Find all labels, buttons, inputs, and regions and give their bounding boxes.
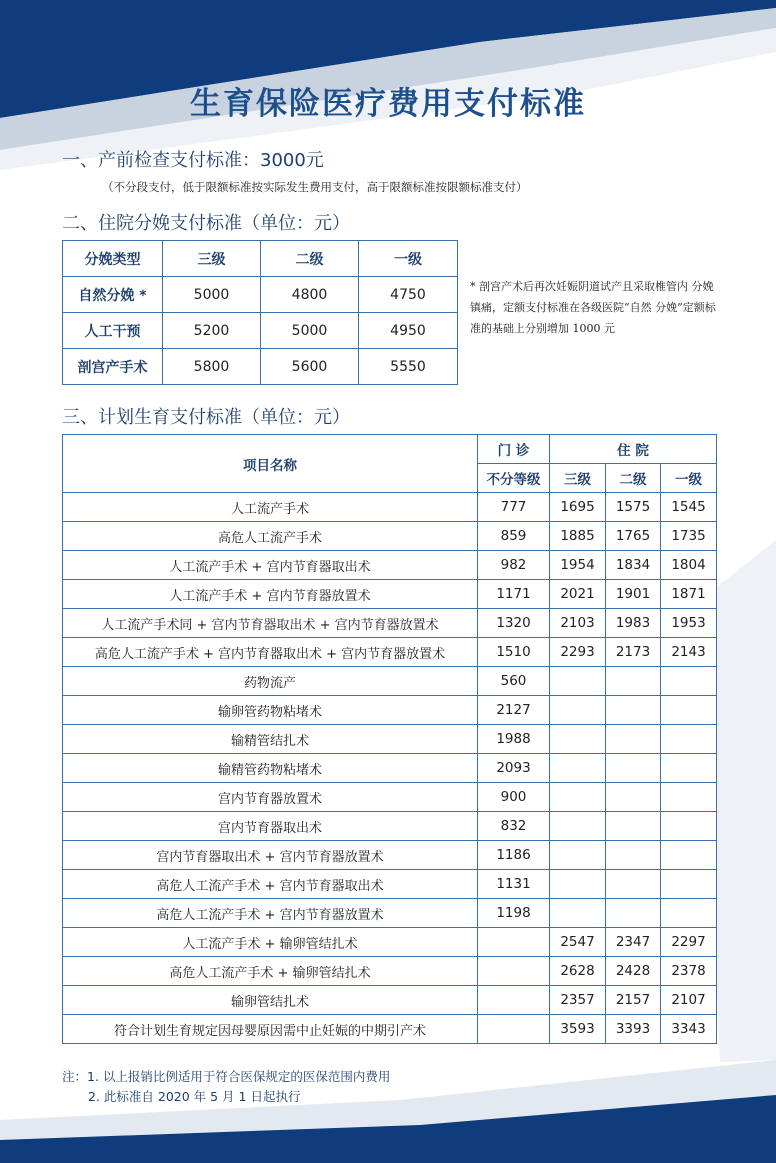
cell-level2 [606,812,661,841]
cell-level3: 2628 [550,957,606,986]
table-header-row [63,241,458,277]
cell-level1 [661,725,717,754]
table-row [63,986,717,1015]
cell-level1 [661,870,717,899]
cell-level2 [606,667,661,696]
item-name: 人工流产手术 [63,493,478,522]
footer-note-1: 注：1. 以上报销比例适用于符合医保规定的医保范围内费用 [62,1069,391,1084]
cell-level2: 2157 [606,986,661,1015]
cell-level2 [606,696,661,725]
cell-level2 [606,870,661,899]
cell-level1: 2378 [661,957,717,986]
header-delivery-type: 分娩类型 [63,241,163,277]
item-name: 药物流产 [63,667,478,696]
table-row [63,725,717,754]
table-row [63,841,717,870]
family-planning-table [62,434,717,1044]
cell-level1 [661,696,717,725]
cell-level2: 1901 [606,580,661,609]
table-row [63,1015,717,1044]
cell-level1: 2297 [661,928,717,957]
table-row [63,957,717,986]
item-name: 人工流产手术同 + 宫内节育器取出术 + 宫内节育器放置术 [63,609,478,638]
cell-level2 [606,725,661,754]
header-no-grade: 不分等级 [478,464,550,493]
item-name: 输卵管药物粘堵术 [63,696,478,725]
cell-level2 [606,841,661,870]
header-inpatient: 住 院 [550,435,717,464]
item-name: 宫内节育器取出术 [63,812,478,841]
cell-level1 [661,667,717,696]
header-level3: 三级 [163,241,261,277]
cell-level1: 1545 [661,493,717,522]
cell-level2: 5600 [261,349,359,385]
cell-outpatient: 1171 [478,580,550,609]
cell-level3 [550,899,606,928]
cell-level3: 2021 [550,580,606,609]
item-name: 高危人工流产手术 + 宫内节育器取出术 [63,870,478,899]
table-row [63,667,717,696]
cell-level3 [550,667,606,696]
table-row [63,870,717,899]
cell-outpatient: 1510 [478,638,550,667]
cell-outpatient: 1320 [478,609,550,638]
table-row [63,551,717,580]
cell-level3 [550,696,606,725]
cell-level3 [550,841,606,870]
cell-level3: 2547 [550,928,606,957]
cell-level2 [606,899,661,928]
cell-outpatient [478,1015,550,1044]
table-row [63,899,717,928]
cell-level1 [661,754,717,783]
cell-level2: 1834 [606,551,661,580]
cesarean-side-note: * 剖宫产术后再次妊娠阴道试产且采取椎管内 分娩镇痛，定额支付标准在各级医院“自然 分娩”定额标准的基础上分别增加 1000 元 [470,280,716,335]
cell-outpatient: 1198 [478,899,550,928]
item-name: 输精管药物粘堵术 [63,754,478,783]
cell-level1: 1804 [661,551,717,580]
cell-outpatient: 777 [478,493,550,522]
cell-level1: 1953 [661,609,717,638]
item-name: 宫内节育器放置术 [63,783,478,812]
cell-level3: 2103 [550,609,606,638]
cell-level3: 1695 [550,493,606,522]
cell-level2: 2347 [606,928,661,957]
cell-level2 [606,783,661,812]
item-name: 符合计划生育规定因母婴原因需中止妊娠的中期引产术 [63,1015,478,1044]
table-row [63,783,717,812]
table-row [63,277,458,313]
item-name: 人工流产手术 + 输卵管结扎术 [63,928,478,957]
cell-level2: 2173 [606,638,661,667]
cell-level1 [661,899,717,928]
header-level3: 三级 [550,464,606,493]
cell-outpatient: 1131 [478,870,550,899]
cell-level3: 1885 [550,522,606,551]
table-row [63,754,717,783]
item-name: 高危人工流产手术 [63,522,478,551]
cell-outpatient: 1186 [478,841,550,870]
cell-level1: 1871 [661,580,717,609]
delivery-type: 自然分娩 * [63,277,163,313]
cell-level3 [550,725,606,754]
cell-level1: 5550 [359,349,458,385]
cell-level3: 5800 [163,349,261,385]
table-row [63,609,717,638]
table-row [63,522,717,551]
cell-outpatient: 859 [478,522,550,551]
cell-outpatient: 982 [478,551,550,580]
cell-outpatient [478,928,550,957]
cell-outpatient: 900 [478,783,550,812]
table-row [63,580,717,609]
footer-notes [62,1067,390,1107]
cell-level3: 3593 [550,1015,606,1044]
cell-outpatient [478,986,550,1015]
header-outpatient: 门 诊 [478,435,550,464]
header-level1: 一级 [359,241,458,277]
delivery-table [62,240,458,385]
cell-level3 [550,754,606,783]
header-level2: 二级 [606,464,661,493]
table-row [63,696,717,725]
cell-outpatient: 832 [478,812,550,841]
cell-outpatient: 2093 [478,754,550,783]
footer-note-2: 2. 此标准自 2020 年 5 月 1 日起执行 [88,1089,301,1104]
cell-level1 [661,812,717,841]
cell-level1: 2143 [661,638,717,667]
header-item-name: 项目名称 [63,435,478,493]
table-header-row [63,435,717,464]
cell-level3: 5200 [163,313,261,349]
cell-level1 [661,841,717,870]
cell-level2: 4800 [261,277,359,313]
item-name: 高危人工流产手术 + 宫内节育器放置术 [63,899,478,928]
cell-level1 [661,783,717,812]
item-name: 宫内节育器取出术 + 宫内节育器放置术 [63,841,478,870]
table-row [63,349,458,385]
delivery-type: 剖宫产手术 [63,349,163,385]
cell-level3: 1954 [550,551,606,580]
cell-level1: 1735 [661,522,717,551]
table-row [63,638,717,667]
item-name: 输卵管结扎术 [63,986,478,1015]
item-name: 高危人工流产手术 + 输卵管结扎术 [63,957,478,986]
cell-outpatient: 1988 [478,725,550,754]
cell-level3: 5000 [163,277,261,313]
cell-level2: 2428 [606,957,661,986]
header-level1: 一级 [661,464,717,493]
cell-level2: 5000 [261,313,359,349]
cell-level3: 2357 [550,986,606,1015]
section3-heading: 三、计划生育支付标准（单位：元） [62,407,350,428]
cell-level3: 2293 [550,638,606,667]
cell-level3 [550,783,606,812]
cell-outpatient [478,957,550,986]
cell-level2: 3393 [606,1015,661,1044]
cell-level1: 3343 [661,1015,717,1044]
item-name: 高危人工流产手术 + 宫内节育器取出术 + 宫内节育器放置术 [63,638,478,667]
cell-level3 [550,870,606,899]
family-planning-body [63,493,717,1044]
section1-heading: 一、产前检查支付标准：3000元 [62,150,324,171]
item-name: 输精管结扎术 [63,725,478,754]
section1-note: （不分段支付，低于限额标准按实际发生费用支付，高于限额标准按限额标准支付） [102,180,528,194]
section2-heading: 二、住院分娩支付标准（单位：元） [62,213,350,234]
cell-level2: 1983 [606,609,661,638]
cell-level3 [550,812,606,841]
delivery-type: 人工干预 [63,313,163,349]
cell-level1: 4750 [359,277,458,313]
table-row [63,493,717,522]
table-row [63,812,717,841]
cell-outpatient: 2127 [478,696,550,725]
table-row [63,313,458,349]
cell-level2 [606,754,661,783]
cell-level2: 1765 [606,522,661,551]
table-row [63,928,717,957]
header-level2: 二级 [261,241,359,277]
item-name: 人工流产手术 + 宫内节育器取出术 [63,551,478,580]
cell-level2: 1575 [606,493,661,522]
cell-outpatient: 560 [478,667,550,696]
page-title: 生育保险医疗费用支付标准 [190,86,586,122]
cell-level1: 4950 [359,313,458,349]
item-name: 人工流产手术 + 宫内节育器放置术 [63,580,478,609]
cell-level1: 2107 [661,986,717,1015]
